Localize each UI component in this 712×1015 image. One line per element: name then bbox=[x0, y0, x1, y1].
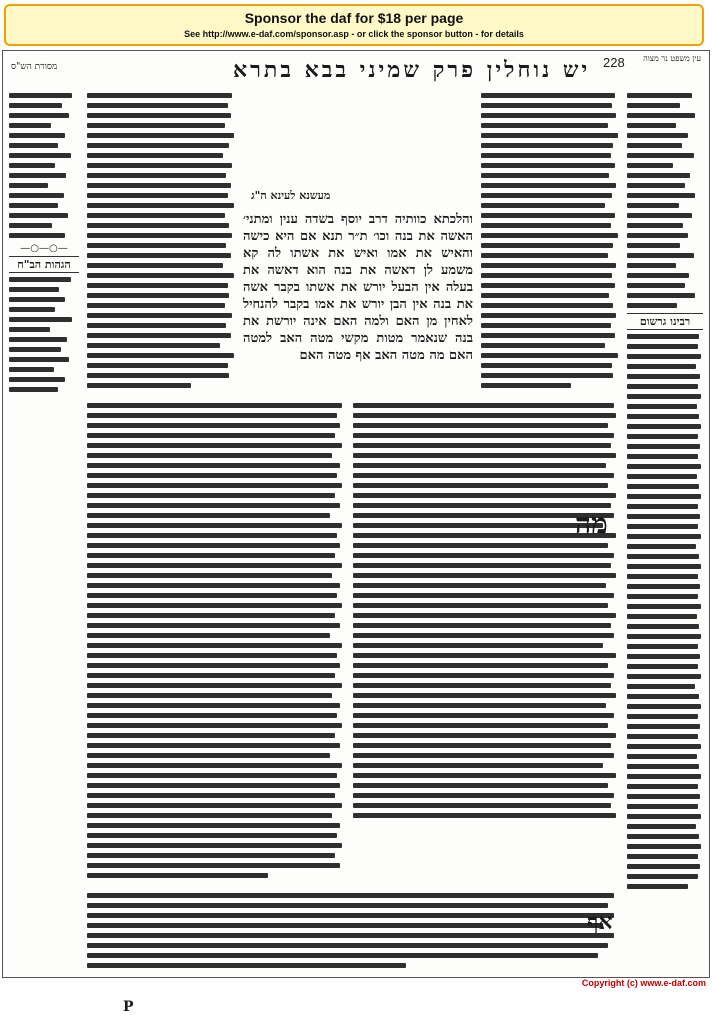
tosafot-column-top bbox=[87, 91, 235, 391]
dibbur-hamatchil-ma: מה bbox=[575, 507, 608, 540]
rabbeinu-gershom-label: רבינו גרשום bbox=[627, 313, 703, 330]
page-letter-tag: P bbox=[123, 999, 134, 1015]
masoret-label: מסורת הש"ס bbox=[11, 62, 58, 72]
tractate-header: יש נוחלין פרק שמיני בבא בתרא bbox=[233, 57, 591, 83]
gemara-heading: מעשנא לעינא ה"ג bbox=[251, 189, 331, 202]
sponsor-banner[interactable] bbox=[4, 4, 704, 46]
hagahot-label: הגהות הב"ח bbox=[9, 256, 79, 273]
copyright-notice[interactable]: Copyright (c) www.e-daf.com bbox=[581, 978, 706, 988]
rashbam-column-bottom bbox=[353, 401, 619, 831]
banner-title: Sponsor the daf for $18 per page bbox=[244, 10, 464, 26]
gemara-main-text: והלכתא כוותיה דרב יוסף בשדה ענין ומתני׳ האשה את בנה וכו׳ ת״ר תנא אם היא כישה והאיש את אמו ואיש את אשתו לה קא משמע לן דאשה את בנה הוא דאשה את בעלה אין הבעל יורש את אשתו בקבר אשה את בנה אין הבן יורש את אמו בקבר להנחיל לאחין מן האם ולמה האם אינה יורשת את בנה שנאמר מטות מקשי מטה האב למטה האם מה מטה האב אף מטה האם bbox=[243, 212, 473, 363]
tosafot-column-bottom bbox=[87, 401, 345, 881]
page-number: 228 bbox=[603, 55, 625, 70]
ornament-divider: —○—○— bbox=[20, 243, 68, 254]
dibbur-hamatchil-af: אף bbox=[587, 909, 613, 935]
page-header bbox=[3, 51, 709, 91]
banner-subtitle[interactable]: See http://www.e-daf.com/sponsor.asp - or click the sponsor button - for details bbox=[184, 29, 524, 39]
ein-mishpat-label: עין משפט נר מצוה bbox=[643, 54, 701, 63]
left-margin-column bbox=[9, 91, 79, 511]
right-margin-column bbox=[627, 91, 703, 971]
rashbam-column-top bbox=[481, 91, 619, 391]
bottom-commentary-block bbox=[87, 891, 619, 971]
